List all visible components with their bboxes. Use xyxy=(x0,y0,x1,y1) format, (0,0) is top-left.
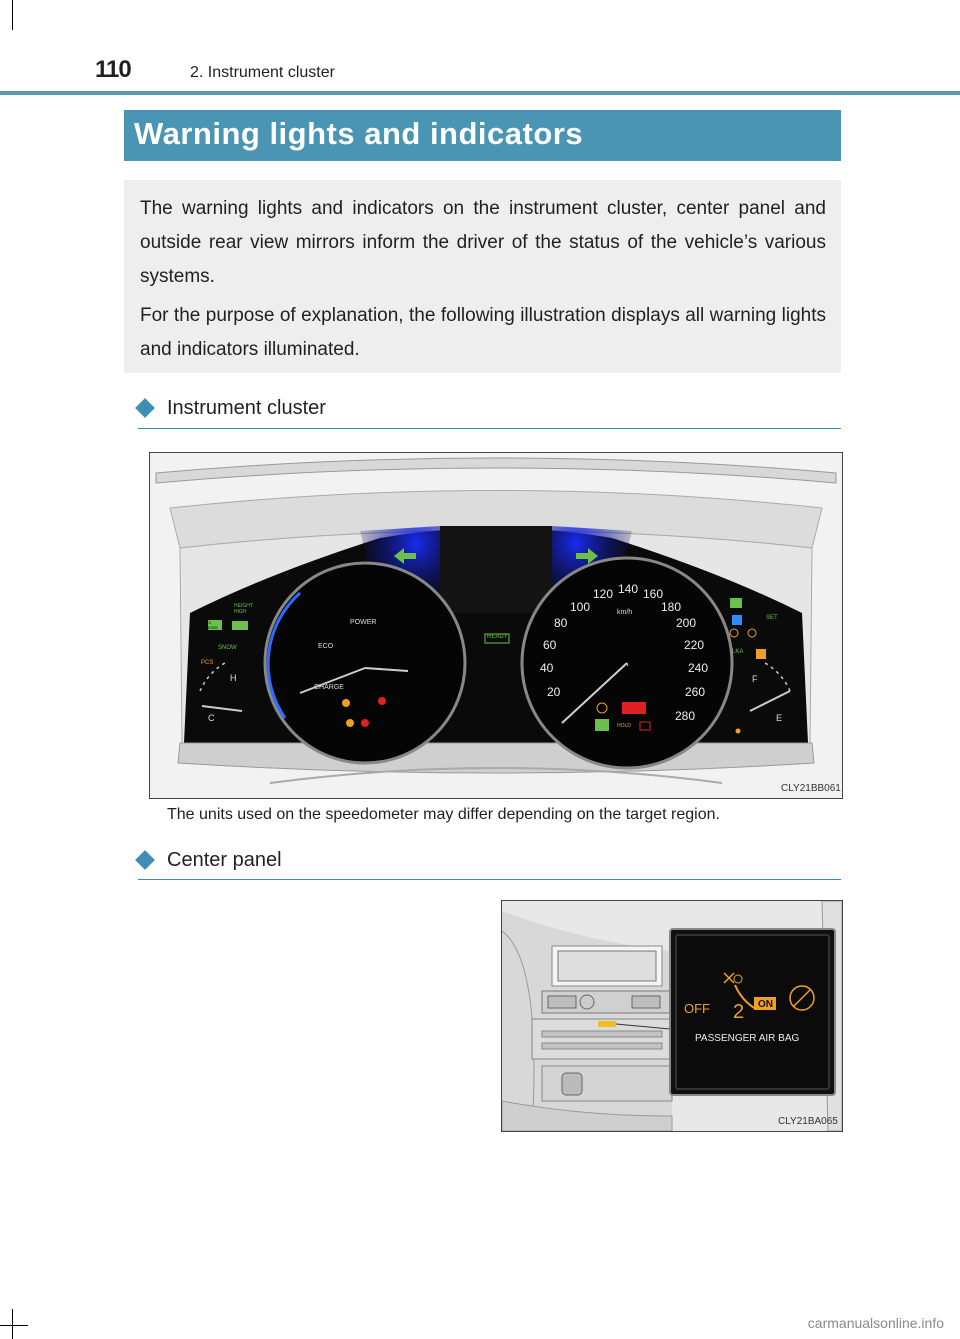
speed-tick-100: 100 xyxy=(570,600,591,614)
speed-tick-180: 180 xyxy=(661,600,682,614)
height-high-indicator: HEIGHT HIGH xyxy=(234,603,253,615)
intro-paragraph-2: For the purpose of explanation, the following illustration displays all warning lights and indicators illuminated. xyxy=(140,305,826,360)
figure-code: CLY21BB061 xyxy=(781,783,841,794)
charge-label: CHARGE xyxy=(314,684,344,691)
airbag-seat-number: 2 xyxy=(733,1001,745,1023)
fuel-gauge-f: F xyxy=(752,674,758,684)
ready-indicator: READY xyxy=(487,634,508,640)
snow-indicator: SNOW xyxy=(218,645,237,651)
diamond-bullet-icon xyxy=(135,850,155,870)
figure-code: CLY21BA065 xyxy=(778,1116,838,1127)
crop-mark-bottom-left-h xyxy=(0,1325,28,1326)
passenger-airbag-label: PASSENGER AIR BAG xyxy=(695,1033,800,1044)
pcs-indicator: PCS xyxy=(201,660,214,666)
speed-tick-20: 20 xyxy=(547,685,561,699)
crop-mark-bottom-left-v xyxy=(12,1309,13,1339)
fuel-gauge-e: E xyxy=(776,713,783,723)
speed-tick-280: 280 xyxy=(675,709,696,723)
page-title: Warning lights and indicators xyxy=(134,116,584,151)
center-panel-drawing xyxy=(502,901,842,1131)
speed-tick-160: 160 xyxy=(643,587,664,601)
speed-tick-260: 260 xyxy=(685,685,706,699)
section-heading-label: Instrument cluster xyxy=(167,397,326,419)
speed-unit-label: km/h xyxy=(617,609,633,616)
speed-tick-240: 240 xyxy=(688,661,709,675)
airbag-off-label: OFF xyxy=(684,1001,710,1016)
cluster-drawing xyxy=(150,453,842,798)
header-divider xyxy=(0,91,960,95)
instrument-cluster-illustration xyxy=(149,452,843,799)
watermark: carmanualsonline.info xyxy=(807,1315,944,1331)
airbag-on-label: ON xyxy=(758,999,773,1010)
speedometer-units-note: The units used on the speedometer may differ depending on the target region. xyxy=(167,806,720,823)
section-heading-label: Center panel xyxy=(167,849,282,871)
section-divider xyxy=(138,879,841,880)
temp-gauge-h: H xyxy=(230,673,237,683)
lka-indicator: LKA xyxy=(732,649,744,655)
speed-tick-140: 140 xyxy=(618,582,639,596)
eco-label: ECO xyxy=(318,643,334,650)
speed-tick-80: 80 xyxy=(554,616,568,630)
diamond-bullet-icon xyxy=(135,398,155,418)
intro-paragraph-1: The warning lights and indicators on the instrument cluster, center panel and outside rear view mirrors inform the driver of the status of the vehicle’s various systems. xyxy=(140,198,826,287)
section-divider xyxy=(138,428,841,429)
power-label: POWER xyxy=(350,619,377,626)
speed-tick-40: 40 xyxy=(540,661,554,675)
speed-tick-60: 60 xyxy=(543,638,557,652)
speed-tick-200: 200 xyxy=(676,616,697,630)
temp-gauge-c: C xyxy=(208,713,215,723)
crop-mark-top-left-v xyxy=(12,0,13,30)
intro-box xyxy=(124,180,841,373)
speed-tick-220: 220 xyxy=(684,638,705,652)
set-indicator: SET xyxy=(766,615,778,621)
title-bar xyxy=(124,110,841,161)
section-reference: 2. Instrument cluster xyxy=(190,64,335,81)
page-number: 110 xyxy=(95,56,131,83)
speed-tick-120: 120 xyxy=(593,587,614,601)
center-panel-illustration xyxy=(501,900,843,1132)
hold-indicator: HOLD xyxy=(617,723,631,729)
ev-mode-indicator: EV MODE xyxy=(206,620,218,630)
